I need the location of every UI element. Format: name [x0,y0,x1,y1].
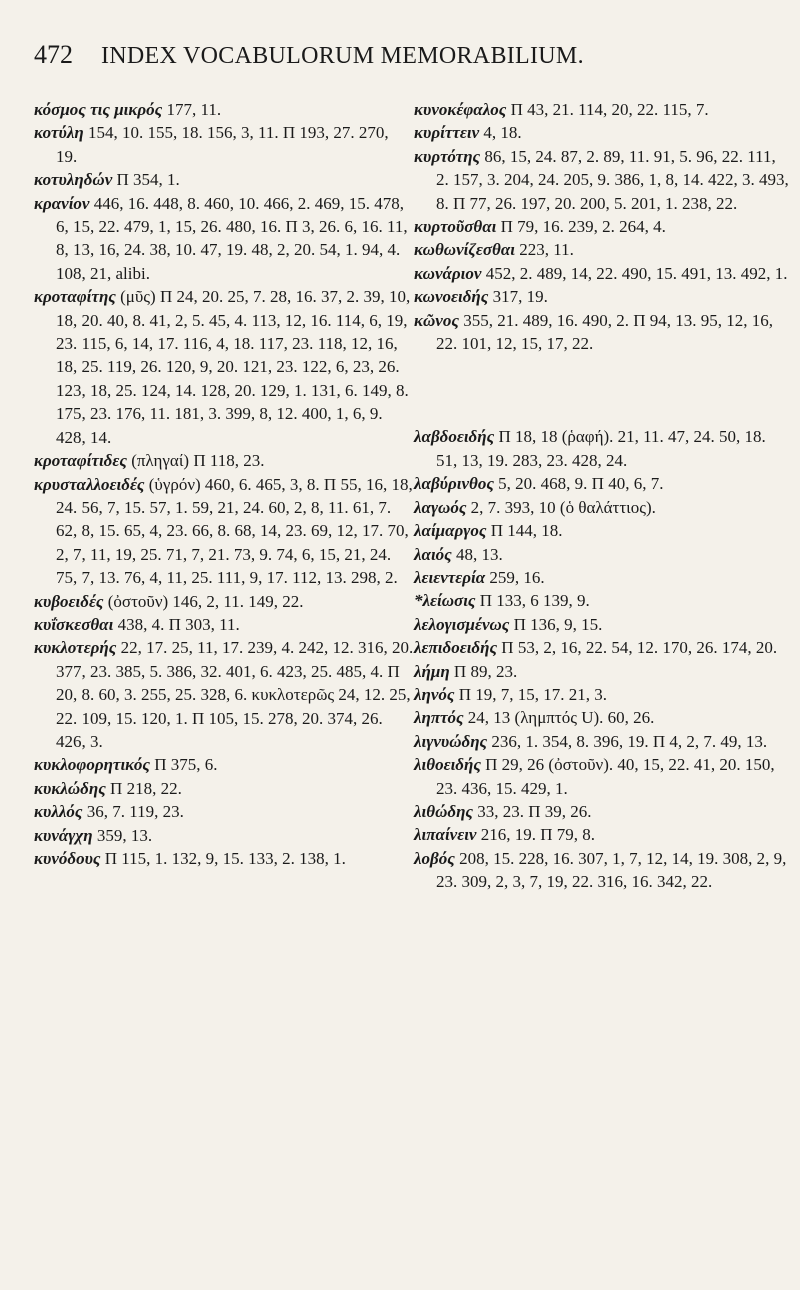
index-references: 154, 10. 155, 18. 156, 3, 11. Π 193, 27. 270, 19. [56,123,389,166]
index-references: Π 115, 1. 132, 9, 15. 133, 2. 138, 1. [104,849,346,868]
index-entry [414,800,789,823]
index-term: ληνός [414,684,455,704]
index-references: Π 375, 6. [154,755,218,775]
index-term: λαιός [414,544,452,564]
index-entry [34,168,414,191]
index-term: κροταφίτιδες [34,451,127,471]
index-entry [414,660,789,683]
index-term: κυκλοτερής [34,638,117,658]
index-references: 24, 13 (λημπτός U). 60, 26. [467,708,655,728]
index-entry [34,636,414,753]
index-references: 4, 18. [483,123,522,143]
index-entry [34,824,414,847]
index-references: (μῦς) Π 24, 20. 25, 7. 28, 16. 37, 2. 39, 10, 18, 20. 40, 8. 41, 2, 5. 45, 4. 113, 12, 16. 114, 6, 19, 23. 115, 6, 14, 17. 116, 4, 18. 117, 23. 118, 12, 16, 18, 25. 119, 26. 120, 9, 20. 121, 23. 122, 6, 23, 26. 123, 18, 25. 124, 14. 128, 20. 129, 1. 131, 6. 149, 8. 175, 23. 176, 11. 181, 3. 399, 8, 12. 400, 1, 6, 9. 428, 14. [56,287,411,447]
index-entry [34,449,414,472]
index-entry [414,519,789,542]
index-term: κυλλός [34,802,83,822]
index-references: Π 29, 26 (ὀστοῦν). 40, 15, 22. 41, 20. 150, 23. 436, 15. 429, 1. [436,755,775,798]
index-references: (ὑγρόν) 460, 6. 465, 3, 8. Π 55, 16, 18, 24. 56, 7, 15. 57, 1. 59, 21, 24. 60, 2, 8, 11. 61, 7. 62, 8, 15. 65, 4, 23. 66, 8. 68, 14, 23. 69, 12, 17. 70, 2, 7, 11, 19, 25. 71, 7, 21. 73, 9. 74, 6, 15, 21, 24. 75, 7, 13. 76, 4, 11, 25. 111, 9, 17. 112, 13. 298, 2. [56,474,413,588]
index-references: Π 18, 18 (ῥαφή). 21, 11. 47, 24. 50, 18. 51, 13, 19. 283, 23. 428, 24. [436,427,766,470]
left-column [34,98,414,870]
index-term: λιθώδης [414,801,474,821]
right-column [414,98,789,894]
index-term: κοτύλη [34,123,84,143]
index-references: Π 53, 2, 16, 22. 54, 12. 170, 26. 174, 20. [501,638,778,658]
index-references: 48, 13. [456,544,503,564]
index-references: 223, 11. [519,240,574,260]
index-references: Π 43, 21. 114, 20, 22. 115, 7. [510,100,709,119]
index-term: *λείωσις [414,591,476,611]
index-references: 208, 15. 228, 16. 307, 1, 7, 12, 14, 19. 308, 2, 9, 23. 309, 2, 3, 7, 19, 22. 316, 16. 342, 22. [436,848,787,892]
page-header [34,40,780,80]
index-term: κυΐσκεσθαι [34,614,114,634]
right-column-l-section [414,425,789,893]
index-term: κρανίον [34,193,90,213]
index-entry [414,145,789,215]
index-term: ληπτός [414,708,464,728]
index-term: λήμη [414,661,450,681]
index-entry [34,777,414,800]
index-entry [414,730,789,753]
index-term: λιγνυώδης [414,731,488,751]
index-entry [414,309,789,356]
index-references: Π 133, 6 139, 9. [479,591,590,611]
index-term: κυνόδους [34,849,101,868]
section-gap [414,355,789,425]
index-entry [34,847,414,870]
index-entry [34,613,414,636]
index-term: λαίμαργος [414,521,487,541]
index-entry [414,496,789,519]
index-references: Π 79, 16. 239, 2. 264, 4. [500,217,666,237]
index-term: λιθοειδής [414,755,481,775]
index-references: 5, 20. 468, 9. Π 40, 6, 7. [498,474,664,494]
index-references: Π 89, 23. [453,661,518,681]
index-references: 2, 7. 393, 10 (ὁ θαλάττιος). [470,497,656,517]
index-entry [34,800,414,823]
index-references: Π 354, 1. [116,170,180,190]
index-references: 317, 19. [492,287,548,307]
index-entry [414,706,789,729]
index-entry [414,262,789,285]
index-entry [414,98,789,121]
index-entry [414,285,789,308]
index-term: κυνοκέφαλος [414,100,507,119]
index-entry [34,285,414,449]
index-term: κυκλώδης [34,778,106,798]
index-references: Π 19, 7, 15, 17. 21, 3. [458,684,608,704]
index-term: κωνοειδής [414,287,489,307]
index-term: λιπαίνειν [414,825,477,845]
index-term: λελογισμένως [414,614,510,634]
index-references: Π 144, 18. [490,521,563,541]
index-entry [414,566,789,589]
index-term: κωνάριον [414,263,482,283]
index-term: κροταφίτης [34,287,116,307]
index-references: 259, 16. [489,567,545,587]
index-term: λαγωός [414,497,467,517]
index-entry [34,590,414,613]
index-references: Π 218, 22. [110,778,182,798]
index-term: λαβύρινθος [414,474,494,494]
index-term: λειεντερία [414,567,486,587]
index-entry [34,753,414,776]
index-term: κωθωνίζεσθαι [414,240,515,260]
running-title: INDEX VOCABULORUM MEMORABILIUM. [101,43,584,69]
index-references: 355, 21. 489, 16. 490, 2. Π 94, 13. 95, 12, 16, 22. 101, 12, 15, 17, 22. [436,310,773,354]
index-term: κυκλοφορητικός [34,755,150,775]
index-entry [414,238,789,261]
index-references: (ὀστοῦν) 146, 2, 11. 149, 22. [107,591,304,611]
index-entry [34,121,414,168]
index-term: κυρτότης [414,146,481,166]
index-entry [414,847,789,894]
index-term: κρυσταλλοειδές [34,474,145,494]
index-term: κυρίττειν [414,123,480,143]
index-entry [414,543,789,566]
index-entry [414,823,789,846]
index-entry [414,472,789,495]
index-entry [414,613,789,636]
index-references: Π 136, 9, 15. [513,614,603,634]
index-entry [414,636,789,659]
index-entry [414,683,789,706]
index-term: κοτυληδών [34,170,113,190]
index-term: κῶνος [414,310,459,330]
index-references: 236, 1. 354, 8. 396, 19. Π 4, 2, 7. 49, 13. [491,731,768,751]
index-references: 86, 15, 24. 87, 2. 89, 11. 91, 5. 96, 22. 111, 2. 157, 3. 204, 24. 205, 9. 386, 1, 8, 14. 422, 3. 493, 8. Π 77, 26. 197, 20. 200, 5. 201, 1. 238, 22. [436,146,789,213]
index-references: 22, 17. 25, 11, 17. 239, 4. 242, 12. 316, 20. 377, 23. 385, 5. 386, 32. 401, 6. 423, 25. 485, 4. Π 20, 8. 60, 3. 255, 25. 328, 6. κυκλοτερῶς 24, 12. 25, 22. 109, 15. 120, 1. Π 105, 15. 278, 20. 374, 26. 426, 3. [56,638,414,751]
index-term: κυβοειδές [34,591,104,611]
index-entry [414,121,789,144]
index-references: 438, 4. Π 303, 11. [117,614,240,634]
index-entry [414,425,789,472]
index-references: 359, 13. [96,825,153,845]
index-references: 446, 16. 448, 8. 460, 10. 466, 2. 469, 15. 478, 6, 15, 22. 479, 1, 15, 26. 480, 16. Π 3, 26. 6, 16. 11, 8, 13, 16, 24. 38, 10. 47, 19. 48, 2, 20. 54, 1. 94, 4. 108, 21, alibi. [56,193,408,283]
index-references: 177, 11. [166,100,222,119]
index-entry [34,98,414,121]
index-term: λαβδοειδής [414,427,495,447]
index-term: κυνάγχη [34,825,93,845]
index-references: 216, 19. Π 79, 8. [480,825,595,845]
index-entry [34,192,414,286]
right-column-k-section [414,98,789,355]
page-number: 472 [34,40,73,69]
index-entry [414,589,789,612]
index-entry [414,215,789,238]
index-references: 33, 23. Π 39, 26. [477,801,592,821]
index-term: λοβός [414,848,455,868]
index-references: 36, 7. 119, 23. [86,802,184,822]
index-entry [34,473,414,590]
index-references: 452, 2. 489, 14, 22. 490, 15. 491, 13. 492, 1. [485,263,788,283]
index-term: λεπιδοειδής [414,638,498,658]
index-term: κόσμος τις μικρός [34,100,163,119]
index-term: κυρτοῦσθαι [414,217,497,237]
index-references: (πληγαί) Π 118, 23. [131,451,265,471]
index-entry [414,753,789,800]
